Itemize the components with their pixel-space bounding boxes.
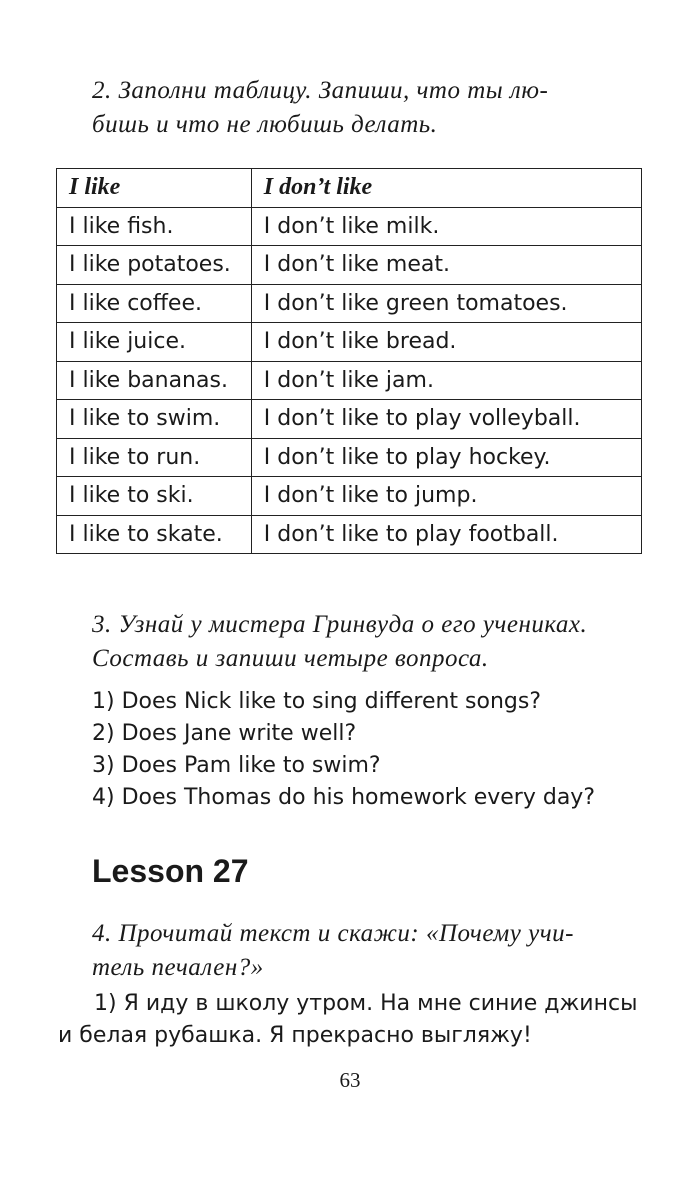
task-2-line-1: 2. Заполни таблицу. Запиши, что ты лю-	[92, 77, 549, 104]
table-row	[57, 361, 642, 400]
list-item: 2) Does Jane write well?	[92, 721, 357, 746]
lesson-title: Lesson 27	[92, 853, 249, 889]
table-header-row	[57, 169, 642, 208]
list-item: 3) Does Pam like to swim?	[92, 753, 381, 778]
like-cell: I like to run.	[57, 438, 252, 477]
like-cell: I like to ski.	[57, 477, 252, 516]
list-item: 4) Does Thomas do his homework every day?	[92, 785, 595, 810]
list-item: 1) Does Nick like to sing different songs?	[92, 689, 542, 714]
dislike-cell: I don’t like green tomatoes.	[251, 284, 641, 323]
reading-line-1: 1) Я иду в школу утром. На мне синие джинсы	[94, 991, 638, 1016]
table-row	[57, 323, 642, 362]
task-4-line-2: тель печален?»	[92, 954, 264, 981]
table-row	[57, 438, 642, 477]
like-cell: I like to skate.	[57, 515, 252, 554]
dislike-cell: I don’t like meat.	[251, 246, 641, 285]
task-4-instruction	[92, 917, 652, 985]
table-row	[57, 246, 642, 285]
task-2-line-2: бишь и что не любишь делать.	[92, 111, 438, 138]
task-3-instruction	[92, 608, 652, 676]
task-2-instruction	[92, 74, 652, 142]
table-row	[57, 284, 642, 323]
like-cell: I like coffee.	[57, 284, 252, 323]
table-row	[57, 477, 642, 516]
table-row	[57, 515, 642, 554]
dislike-cell: I don’t like to play football.	[251, 515, 641, 554]
dislike-cell: I don’t like milk.	[251, 207, 641, 246]
task-3-line-2: Составь и запиши четыре вопроса.	[92, 645, 489, 672]
reading-line-2: и белая рубашка. Я прекрасно выгляжу!	[58, 1023, 532, 1048]
like-cell: I like potatoes.	[57, 246, 252, 285]
like-cell: I like to swim.	[57, 400, 252, 439]
like-cell: I like fish.	[57, 207, 252, 246]
header-i-like: I like	[57, 169, 252, 208]
dislike-cell: I don’t like to jump.	[251, 477, 641, 516]
like-cell: I like bananas.	[57, 361, 252, 400]
task-4-line-1: 4. Прочитай текст и скажи: «Почему учи-	[92, 920, 574, 947]
dislike-cell: I don’t like to play volleyball.	[251, 400, 641, 439]
dislike-cell: I don’t like bread.	[251, 323, 641, 362]
table-row	[57, 400, 642, 439]
likes-table	[56, 168, 642, 554]
like-cell: I like juice.	[57, 323, 252, 362]
header-i-dont-like: I don’t like	[251, 169, 641, 208]
questions-list	[92, 686, 672, 814]
dislike-cell: I don’t like to play hockey.	[251, 438, 641, 477]
task-3-line-1: 3. Узнай у мистера Гринвуда о его учениках.	[92, 611, 588, 638]
page-number: 63	[339, 1068, 361, 1092]
table-row	[57, 207, 642, 246]
reading-text	[58, 988, 658, 1052]
dislike-cell: I don’t like jam.	[251, 361, 641, 400]
